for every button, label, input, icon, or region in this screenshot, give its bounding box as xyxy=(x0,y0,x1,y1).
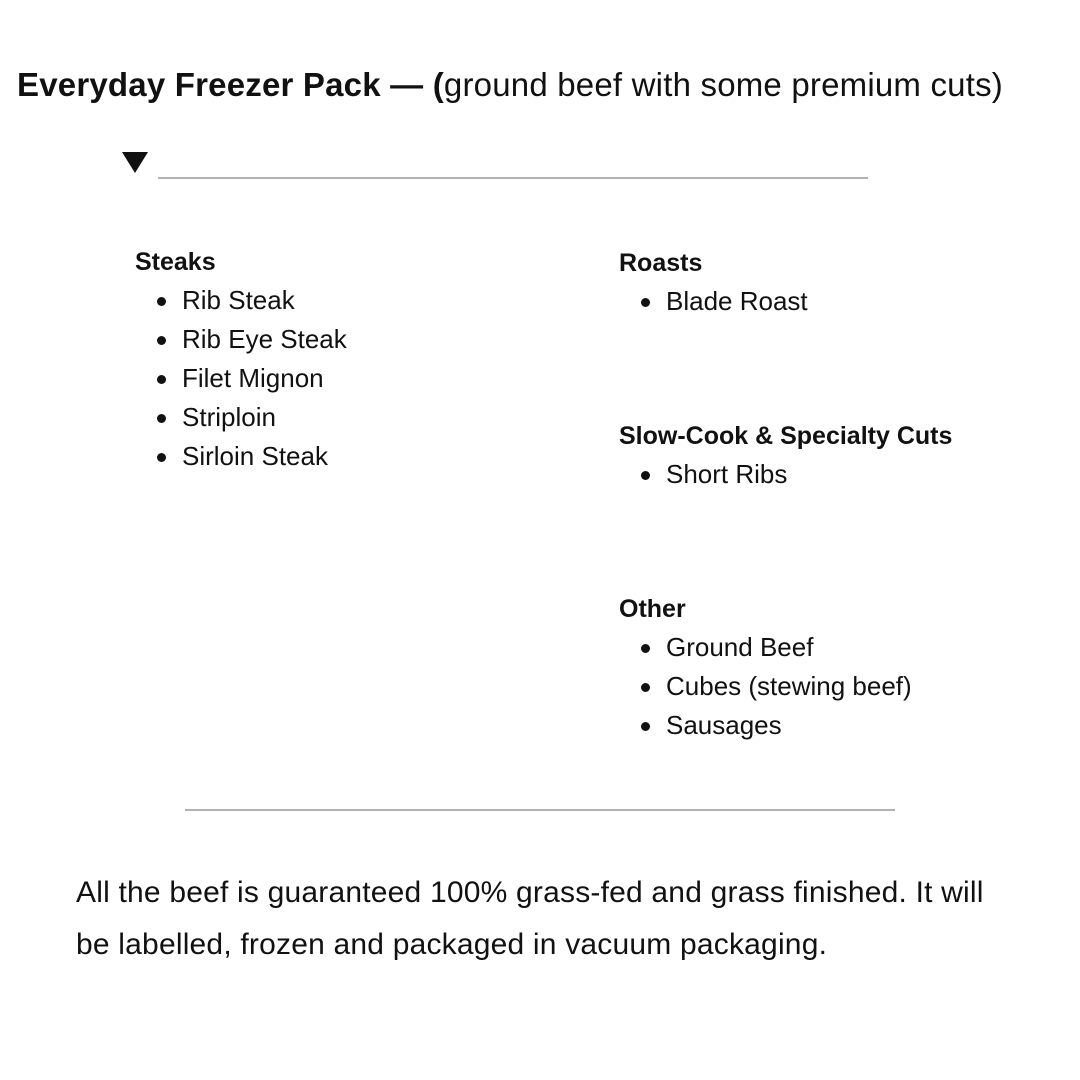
triangle-down-icon xyxy=(120,148,150,176)
list-item: Sirloin Steak xyxy=(135,437,555,476)
page-title xyxy=(17,66,1003,104)
list-item: Striploin xyxy=(135,398,555,437)
title-normal-part: ground beef with some premium cuts) xyxy=(443,66,1003,103)
divider-top xyxy=(158,177,868,179)
list-roasts xyxy=(619,282,1039,321)
group-other xyxy=(619,594,1039,745)
list-steaks xyxy=(135,281,555,476)
list-item: Ground Beef xyxy=(619,628,1039,667)
list-item: Cubes (stewing beef) xyxy=(619,667,1039,706)
group-steaks xyxy=(135,247,555,476)
group-heading-steaks: Steaks xyxy=(135,248,216,276)
list-item: Rib Steak xyxy=(135,281,555,320)
list-other xyxy=(619,628,1039,745)
group-slow-cook xyxy=(619,421,1039,494)
group-heading-slow-cook: Slow-Cook & Specialty Cuts xyxy=(619,422,953,450)
list-slow-cook xyxy=(619,455,1039,494)
group-heading-other: Other xyxy=(619,595,686,623)
group-roasts xyxy=(619,248,1039,321)
collapse-toggle[interactable] xyxy=(120,148,150,176)
list-item: Rib Eye Steak xyxy=(135,320,555,359)
list-item: Sausages xyxy=(619,706,1039,745)
title-bold-part: Everyday Freezer Pack — ( xyxy=(17,66,444,103)
list-item: Filet Mignon xyxy=(135,359,555,398)
list-item: Short Ribs xyxy=(619,455,1039,494)
description-text: All the beef is guaranteed 100% grass-fed and grass finished. It will be labelled, frozen and packaged in vacuum packaging. xyxy=(76,876,984,961)
list-item: Blade Roast xyxy=(619,282,1039,321)
group-heading-roasts: Roasts xyxy=(619,249,703,277)
divider-bottom xyxy=(185,809,895,811)
